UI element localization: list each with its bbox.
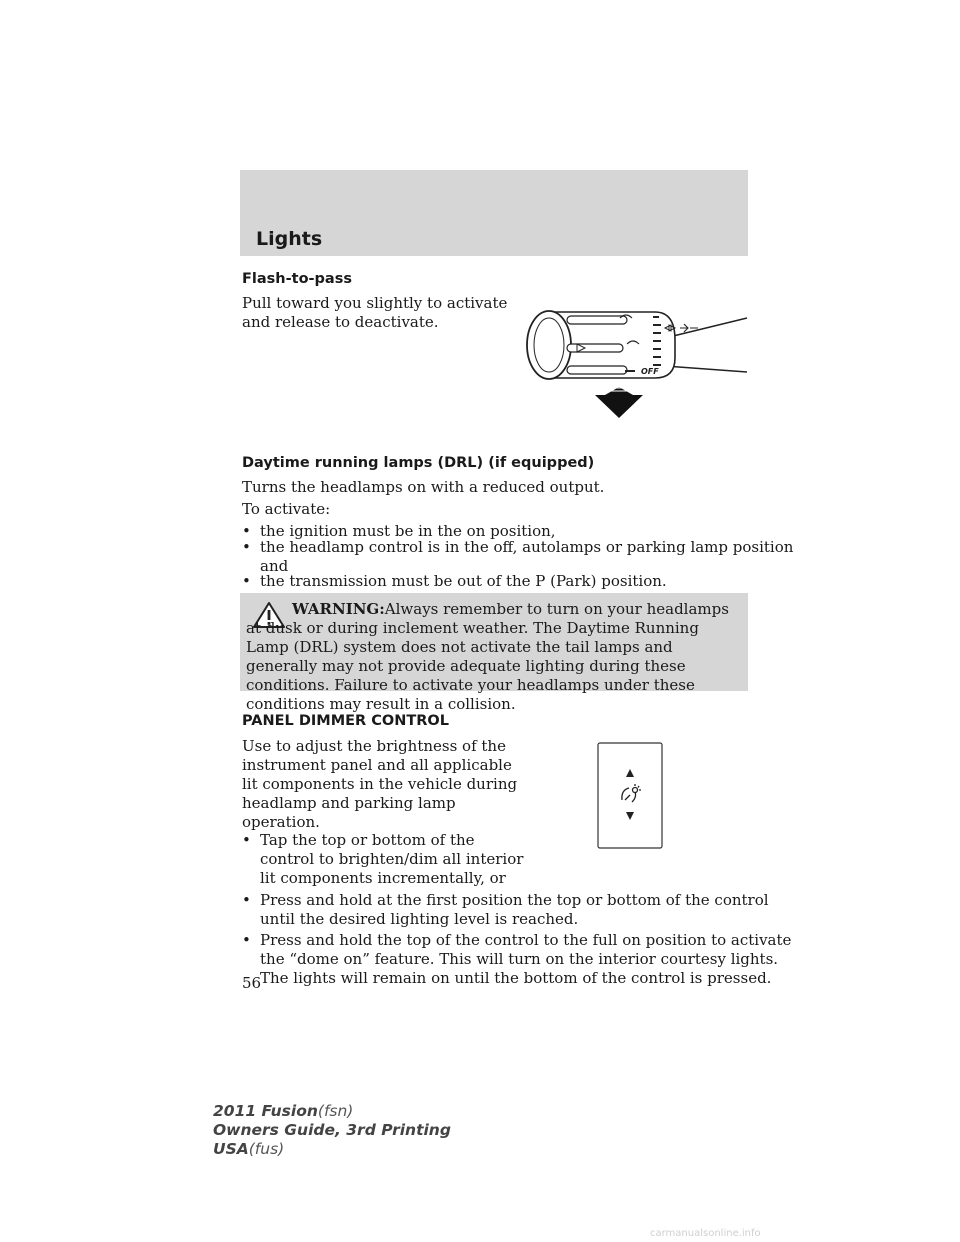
- drl-bullet: [242, 538, 793, 576]
- flash-to-pass-line-1: Pull toward you slightly to activate: [242, 294, 508, 312]
- bullet-line: the “dome on” feature. This will turn on the interior courtesy lights.: [260, 950, 779, 968]
- drl-bullet: [242, 572, 667, 591]
- panel-dimmer-bullet: [242, 931, 791, 988]
- bullet-line: The lights will remain on until the bottom of the control is pressed.: [260, 969, 772, 987]
- drl-bullet-text: the transmission must be out of the P (Park) position.: [260, 572, 667, 590]
- warning-body: Always remember to turn on your headlamps at dusk or during inclement weather. The Daytime Running Lamp (DRL) system does not activate the tail lamps and generally may not provide adequate lighting during these conditions. Failure to activate your headlamps under these conditions may result in a collision.: [246, 600, 729, 713]
- drl-bullet-text: the ignition must be in the on position,: [260, 522, 556, 540]
- stalk-off-label: OFF: [641, 367, 659, 376]
- flash-to-pass-heading: Flash-to-pass: [242, 271, 352, 287]
- footer-region-code: (fus): [248, 1140, 285, 1158]
- drl-bullet-text-cont: and: [260, 557, 289, 575]
- bullet-line: Tap the top or bottom of the: [260, 831, 475, 849]
- pull-arrow-icon: [595, 387, 643, 418]
- panel-dimmer-heading: PANEL DIMMER CONTROL: [242, 713, 449, 729]
- panel-dimmer-bullet: [242, 831, 523, 888]
- watermark: carmanualsonline.info: [650, 1228, 761, 1239]
- footer-guide: Owners Guide, 3rd Printing: [213, 1121, 451, 1139]
- drl-description: Turns the headlamps on with a reduced output.: [242, 478, 605, 496]
- bullet-marker: •: [242, 831, 251, 849]
- flash-to-pass-line-2: and release to deactivate.: [242, 313, 439, 331]
- intro-line: headlamp and parking lamp: [242, 794, 456, 812]
- section-header: [240, 170, 748, 256]
- footer-model-code: (fsn): [317, 1102, 354, 1120]
- bullet-line: Press and hold at the first position the top or bottom of the control: [260, 891, 769, 909]
- drl-heading: Daytime running lamps (DRL) (if equipped): [242, 455, 595, 471]
- section-title: Lights: [256, 228, 323, 250]
- document-footer: [213, 1102, 451, 1159]
- warning-box: [240, 593, 748, 713]
- warning-text: [246, 600, 736, 714]
- page-number: 56: [242, 974, 262, 992]
- bullet-marker: •: [242, 538, 251, 556]
- drl-activate-label: To activate:: [242, 500, 331, 518]
- bullet-line: lit components incrementally, or: [260, 869, 506, 887]
- intro-line: Use to adjust the brightness of the: [242, 737, 506, 755]
- panel-dimmer-intro: [242, 737, 517, 832]
- footer-model: 2011 Fusion: [213, 1102, 318, 1120]
- intro-line: lit components in the vehicle during: [242, 775, 518, 793]
- bullet-line: control to brighten/dim all interior: [260, 850, 524, 868]
- bullet-marker: •: [242, 522, 251, 540]
- drl-bullet-text: the headlamp control is in the off, autolamps or parking lamp position: [260, 538, 794, 556]
- bullet-line: Press and hold the top of the control to the full on position to activate: [260, 931, 792, 949]
- multifunction-stalk-illustration: [515, 300, 750, 425]
- intro-line: operation.: [242, 813, 320, 831]
- bullet-marker: •: [242, 572, 251, 590]
- bullet-line: until the desired lighting level is reached.: [260, 910, 579, 928]
- dimmer-switch-illustration: [597, 742, 663, 850]
- bullet-marker: •: [242, 931, 251, 949]
- panel-dimmer-bullet: [242, 891, 769, 929]
- intro-line: instrument panel and all applicable: [242, 756, 512, 774]
- bullet-marker: •: [242, 891, 251, 909]
- footer-region: USA: [213, 1140, 249, 1158]
- warning-label: WARNING:: [292, 600, 385, 618]
